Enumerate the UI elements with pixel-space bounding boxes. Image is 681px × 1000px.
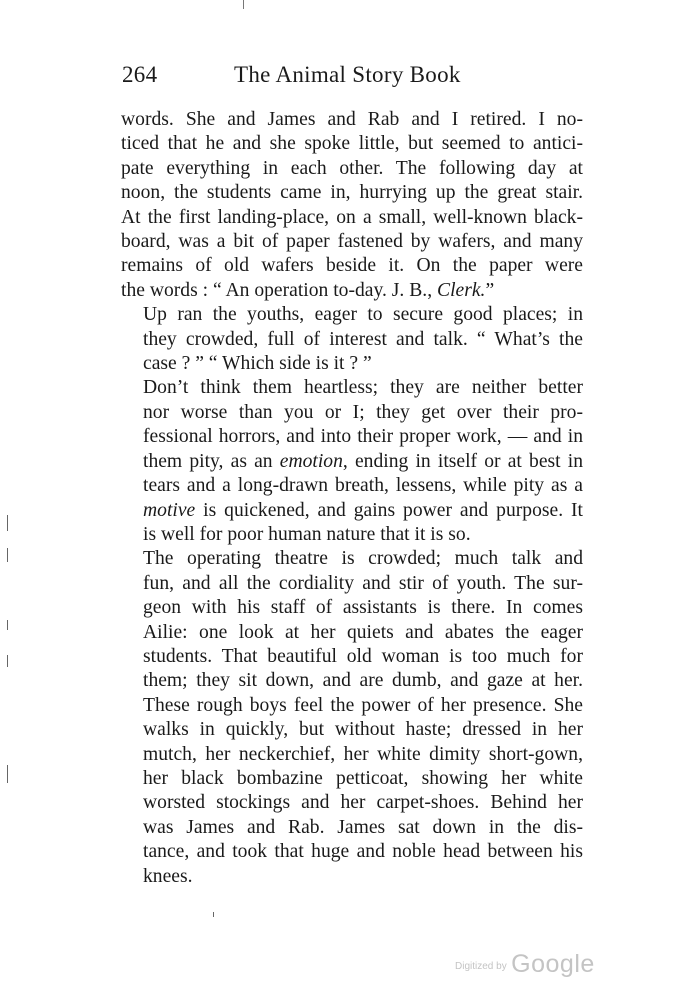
text-line: At the first landing-place, on a small, well-known black-	[121, 206, 583, 228]
text-run: is quickened, and gains power and purpose. It	[195, 499, 583, 521]
text-line: words. She and James and Rab and I retired. I no-	[121, 109, 583, 130]
running-title: The Animal Story Book	[234, 62, 461, 87]
scan-fleck	[213, 912, 214, 917]
italic-run: emotion	[279, 450, 343, 472]
text-line	[121, 499, 583, 523]
text-line: walks in quickly, but without haste; dressed in her	[143, 719, 583, 741]
text-line: is well for poor human nature that it is so.	[143, 523, 471, 545]
text-line: ticed that he and she spoke little, but seemed to antici-	[121, 133, 583, 155]
paragraph-2	[121, 303, 583, 376]
text-line: Ailie: one look at her quiets and abates the eager	[143, 621, 583, 643]
page-number: 264	[122, 62, 158, 87]
text-line: them; they sit down, and are dumb, and gaze at her.	[143, 670, 583, 692]
scan-fleck	[7, 655, 8, 667]
italic-run: Clerk.	[437, 279, 486, 301]
paragraph-4	[121, 547, 583, 889]
text-line: mutch, her neckerchief, her white dimity short-gown,	[143, 743, 583, 765]
text-line: Up ran the youths, eager to secure good places; in	[143, 304, 583, 326]
text-line: pate everything in each other. The following day at	[121, 157, 583, 179]
text-run: , ending in itself or at best in	[342, 450, 583, 472]
text-line: geon with his staff of assistants is there. In comes	[143, 597, 583, 619]
paragraph-3	[121, 376, 583, 547]
text-line: Don’t think them heartless; they are neither better	[143, 377, 583, 399]
text-line: tears and a long-drawn breath, lessens, while pity as a	[143, 475, 583, 497]
page-header	[122, 62, 582, 92]
text-line: fun, and all the cordiality and stir of youth. The sur-	[143, 572, 583, 594]
body-text	[121, 108, 583, 889]
text-line: These rough boys feel the power of her presence. She	[143, 694, 583, 716]
text-line: students. That beautiful old woman is too much for	[143, 645, 583, 667]
italic-run: motive	[143, 499, 196, 521]
scan-fleck	[7, 620, 8, 630]
text-line: worsted stockings and her carpet-shoes. Behind her	[143, 792, 583, 814]
text-line: The operating theatre is crowded; much talk and	[143, 548, 583, 570]
text-line: they crowded, full of interest and talk. “ What’s the	[143, 328, 583, 350]
scan-mark	[243, 0, 244, 9]
text-run: the words : “ An operation to-day. J. B.,	[121, 279, 437, 301]
scan-fleck	[7, 548, 8, 562]
watermark-prefix: Digitized by	[455, 961, 507, 972]
text-line	[121, 450, 583, 474]
digitized-by-google-watermark	[455, 950, 595, 979]
text-run: them pity, as an	[143, 450, 280, 472]
text-line: noon, the students came in, hurrying up the great stair.	[121, 182, 583, 204]
text-line: her black bombazine petticoat, showing her white	[143, 767, 583, 789]
text-line: board, was a bit of paper fastened by wafers, and many	[121, 231, 583, 253]
text-run: ”	[485, 279, 495, 301]
scan-fleck	[7, 765, 8, 783]
text-line: nor worse than you or I; they get over their pro-	[143, 401, 583, 423]
text-line: tance, and took that huge and noble head between his	[143, 841, 583, 863]
text-line: remains of old wafers beside it. On the paper were	[121, 255, 583, 277]
paragraph-1	[121, 108, 583, 303]
text-line: fessional horrors, and into their proper work, — and in	[143, 426, 583, 448]
text-line: was James and Rab. James sat down in the dis-	[143, 816, 583, 838]
scan-fleck	[7, 515, 8, 531]
text-line: case ? ” “ Which side is it ? ”	[143, 353, 372, 375]
google-logo: Google	[511, 950, 595, 978]
text-line	[121, 279, 583, 303]
text-line: knees.	[143, 865, 193, 887]
